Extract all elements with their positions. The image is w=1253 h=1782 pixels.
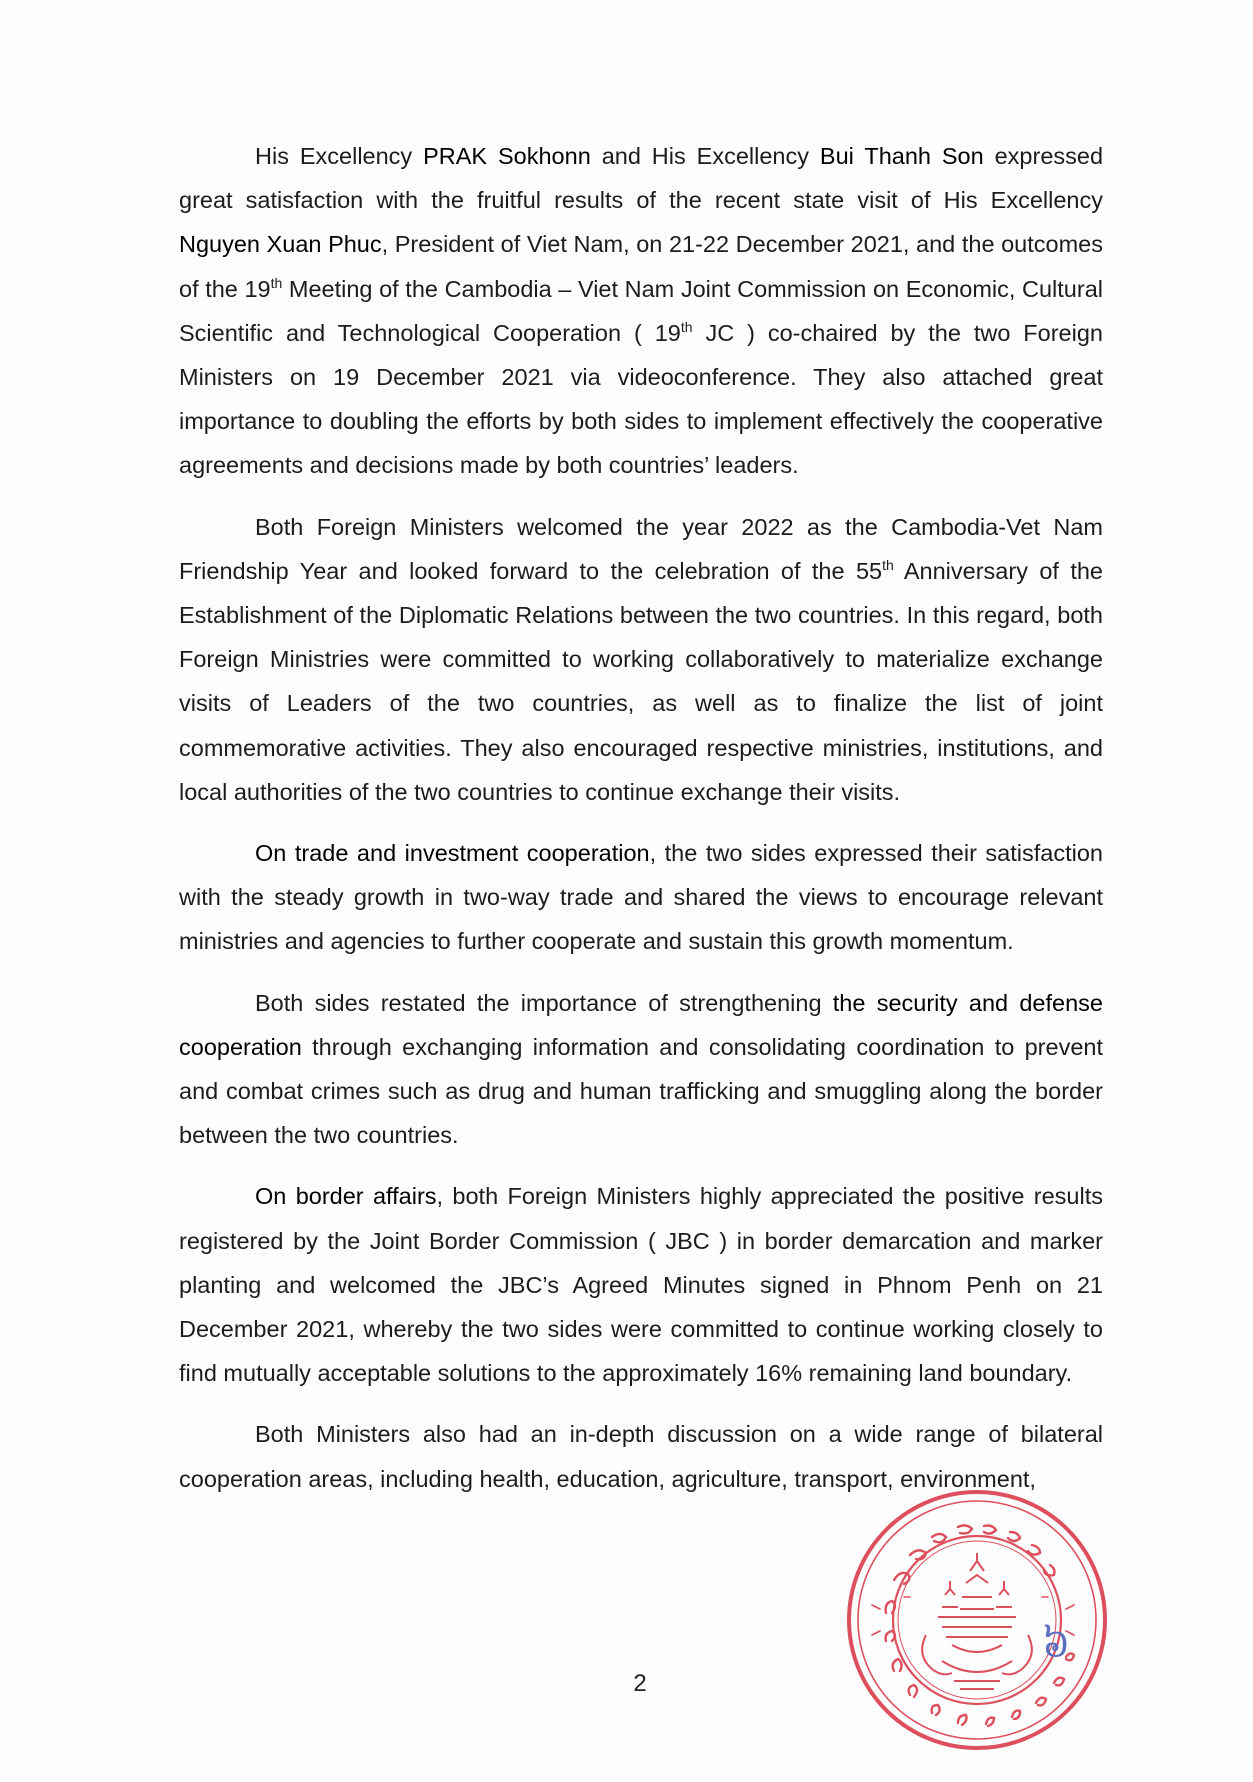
text-segment: His Excellency <box>255 143 424 169</box>
page-number: 2 <box>633 1670 647 1697</box>
paragraph <box>179 134 1103 488</box>
text-segment: , both Foreign Ministers highly appreciated the positive results registered by the Joint Border Commission ( JBC ) in border demarcation and marker planting and welcomed the JBC’s Agreed Minutes signed in Phnom Penh on 21 December 2021, whereby the two sides were committed to continue working closely to find mutually acceptable solutions to the approximately 16% remaining land boundary. <box>179 1183 1103 1387</box>
text-segment: expressed great satisfaction with the fruitful results of the recent state visit of His Excellency <box>179 143 1104 214</box>
paragraph <box>179 981 1103 1158</box>
emphasized-text: PRAK Sokhonn <box>423 143 591 169</box>
text-segment: and His Excellency <box>590 143 820 169</box>
text-segment: through exchanging information and consolidating coordination to prevent and combat crimes such as drug and human trafficking and smuggling along the border between the two countries. <box>179 1033 1103 1149</box>
ordinal-superscript: th <box>882 556 894 573</box>
text-segment: , President of Viet Nam, on 21-22 December 2021, and the outcomes of the 19 <box>179 231 1103 302</box>
paragraph <box>179 831 1103 964</box>
emphasized-text: the security and defense cooperation <box>179 989 1103 1060</box>
text-segment: Both Foreign Ministers welcomed the year 2022 as the Cambodia-Vet Nam Friendship Year and looked forward to the celebration of the 55 <box>179 513 1103 584</box>
seal-handwritten-mark: ៦ <box>1042 1621 1071 1667</box>
text-segment: Both Ministers also had an in-depth discussion on a wide range of bilateral cooperation areas, including health, education, agriculture, transport, environment, <box>179 1421 1103 1492</box>
paragraph <box>179 1174 1103 1395</box>
emphasized-text: Nguyen Xuan Phuc <box>179 231 382 258</box>
ordinal-superscript: th <box>270 274 283 291</box>
paragraph <box>179 505 1103 814</box>
text-segment: Meeting of the Cambodia – Viet Nam Joint Commission on Economic, Cultural Scientific and Technological Cooperation ( 19 <box>179 275 1103 346</box>
text-segment: JC ) co-chaired by the two Foreign Ministers on 19 December 2021 via videoconference. They also attached great importance to doubling the efforts by both sides to implement effectively the cooperative agreements and decisions made by both countries’ leaders. <box>179 319 1103 479</box>
emphasized-text: On border affairs <box>255 1183 437 1210</box>
emphasized-text: Bui Thanh Son <box>819 143 984 169</box>
text-segment: Anniversary of the Establishment of the Diplomatic Relations between the two countries. In this regard, both Foreign Ministries were committed to working collaboratively to materialize exchange visits of Leaders of the two countries, as well as to finalize the list of joint commemorative activities. They also encouraged respective ministries, institutions, and local authorities of the two countries to continue exchange their visits. <box>179 557 1103 805</box>
emphasized-text: On trade and investment cooperation <box>255 840 650 867</box>
official-seal-stamp <box>842 1485 1112 1755</box>
document-body <box>179 134 1103 1518</box>
text-segment: , the two sides expressed their satisfaction with the steady growth in two-way trade and shared the views to encourage relevant ministries and agencies to further cooperate and sustain this growth momentum. <box>179 840 1103 955</box>
ordinal-superscript: th <box>680 318 693 335</box>
text-segment: Both sides restated the importance of strengthening <box>255 989 833 1016</box>
